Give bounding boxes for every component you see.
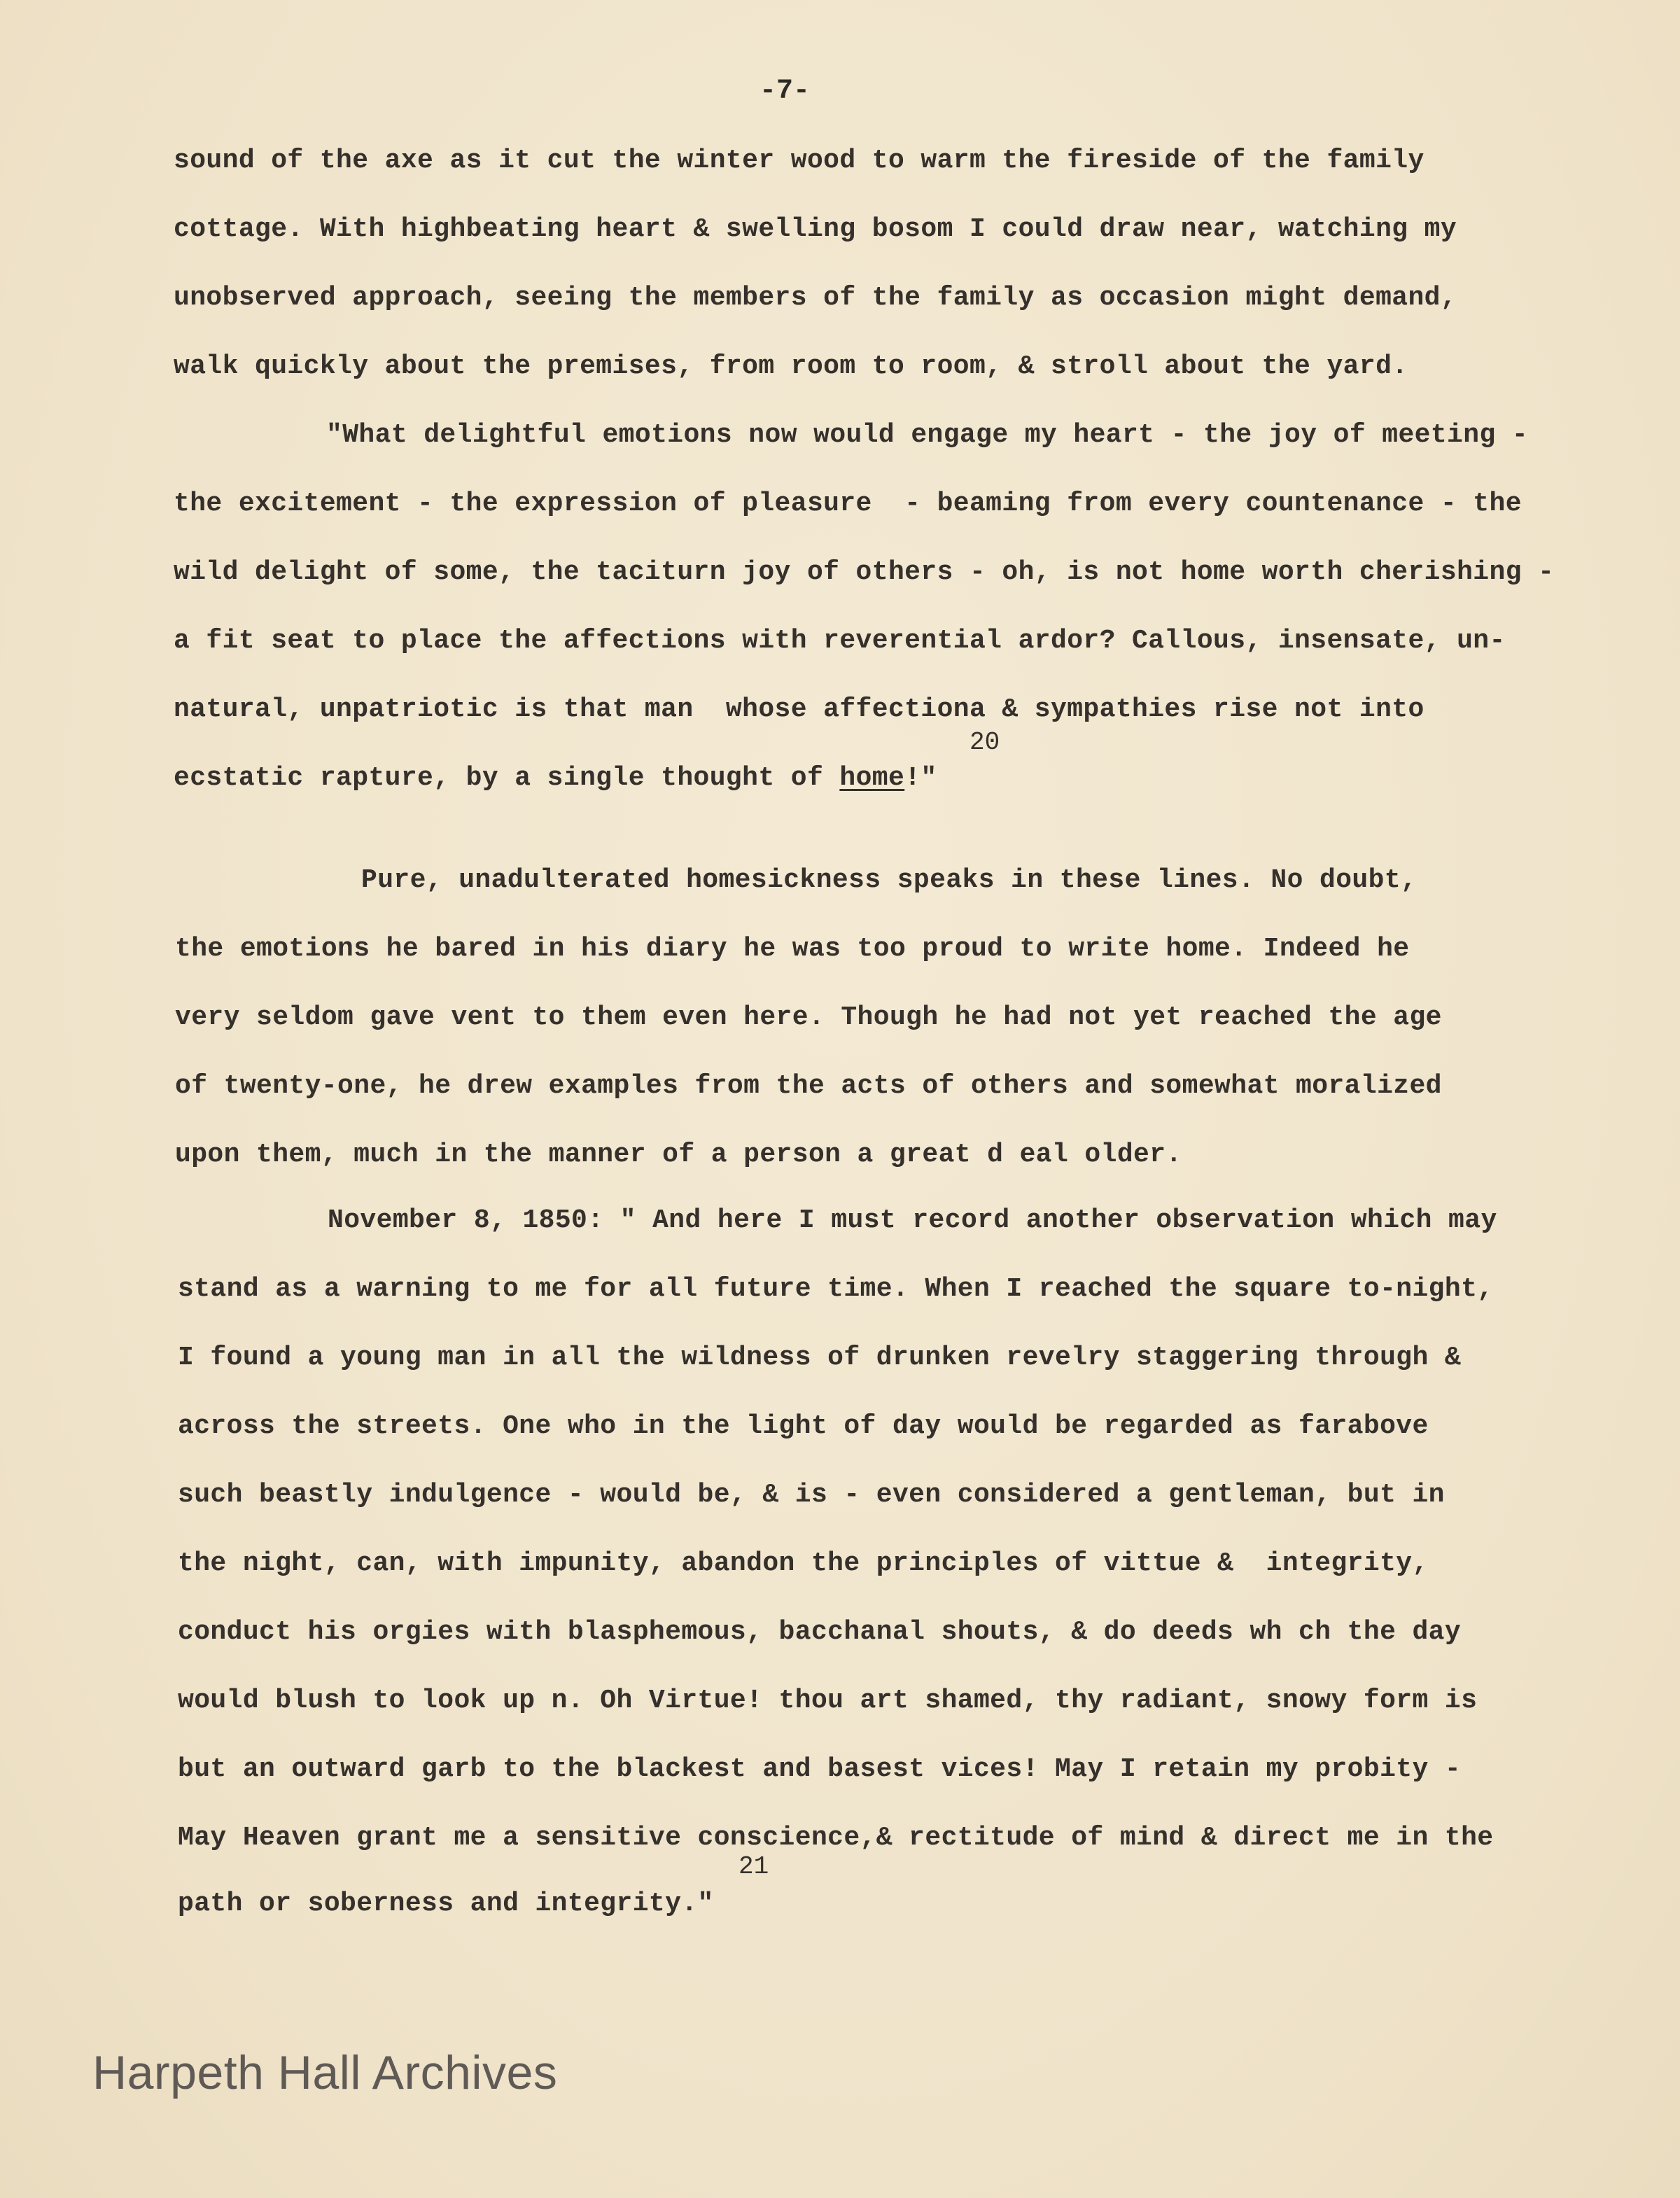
text-line: unobserved approach, seeing the members of the family as occasion might demand, (174, 283, 1457, 313)
text-line: across the streets. One who in the light of day would be regarded as farabove (178, 1411, 1429, 1441)
text-line: would blush to look up n. Oh Virtue! thou art shamed, thy radiant, snowy form is (178, 1686, 1478, 1716)
text-line: May Heaven grant me a sensitive conscience,& rectitude of mind & direct me in the (178, 1823, 1494, 1853)
page-number: -7- (760, 76, 811, 107)
text-line: the excitement - the expression of pleasure - beaming from every countenance - the (174, 489, 1522, 519)
underlined-word: home (839, 763, 905, 793)
text-line: cottage. With highbeating heart & swelling bosom I could draw near, watching my (174, 214, 1457, 244)
archive-watermark: Harpeth Hall Archives (92, 2046, 558, 2099)
text-line: the night, can, with impunity, abandon the principles of vittue & integrity, (178, 1548, 1429, 1578)
text-line: such beastly indulgence - would be, & is - even considered a gentleman, but in (178, 1480, 1445, 1510)
text-line: walk quickly about the premises, from room to room, & stroll about the yard. (174, 351, 1408, 382)
text-line: very seldom gave vent to them even here. Though he had not yet reached the age (175, 1002, 1442, 1032)
text-line (174, 763, 937, 794)
text-line: a fit seat to place the affections with reverential ardor? Callous, insensate, un- (174, 626, 1506, 656)
text-segment: ecstatic rapture, by a single thought of (174, 763, 840, 793)
text-line: "What delightful emotions now would engage my heart - the joy of meeting - (326, 420, 1529, 450)
text-line: conduct his orgies with blasphemous, bacchanal shouts, & do deeds wh ch the day (178, 1617, 1462, 1647)
footnote-number: 21 (738, 1852, 769, 1881)
text-line: sound of the axe as it cut the winter wood to warm the fireside of the family (174, 146, 1424, 176)
footnote-number: 20 (969, 728, 1000, 757)
text-line: natural, unpatriotic is that man whose affectiona & sympathies rise not into (174, 694, 1424, 724)
text-line: Pure, unadulterated homesickness speaks in these lines. No doubt, (361, 865, 1418, 895)
text-line: upon them, much in the manner of a person a great d eal older. (175, 1140, 1182, 1170)
text-line: November 8, 1850: " And here I must record another observation which may (328, 1205, 1497, 1236)
text-line: of twenty-one, he drew examples from the acts of others and somewhat moralized (175, 1071, 1442, 1101)
text-line: wild delight of some, the taciturn joy of others - oh, is not home worth cherishing - (174, 557, 1555, 587)
text-line: but an outward garb to the blackest and basest vices! May I retain my probity - (178, 1754, 1462, 1784)
text-line: path or soberness and integrity." (178, 1889, 714, 1919)
text-segment: !" (904, 763, 937, 793)
text-line: I found a young man in all the wildness of drunken revelry staggering through & (178, 1343, 1462, 1373)
text-line: the emotions he bared in his diary he was too proud to write home. Indeed he (175, 934, 1410, 964)
text-line: stand as a warning to me for all future time. When I reached the square to-night, (178, 1274, 1494, 1304)
